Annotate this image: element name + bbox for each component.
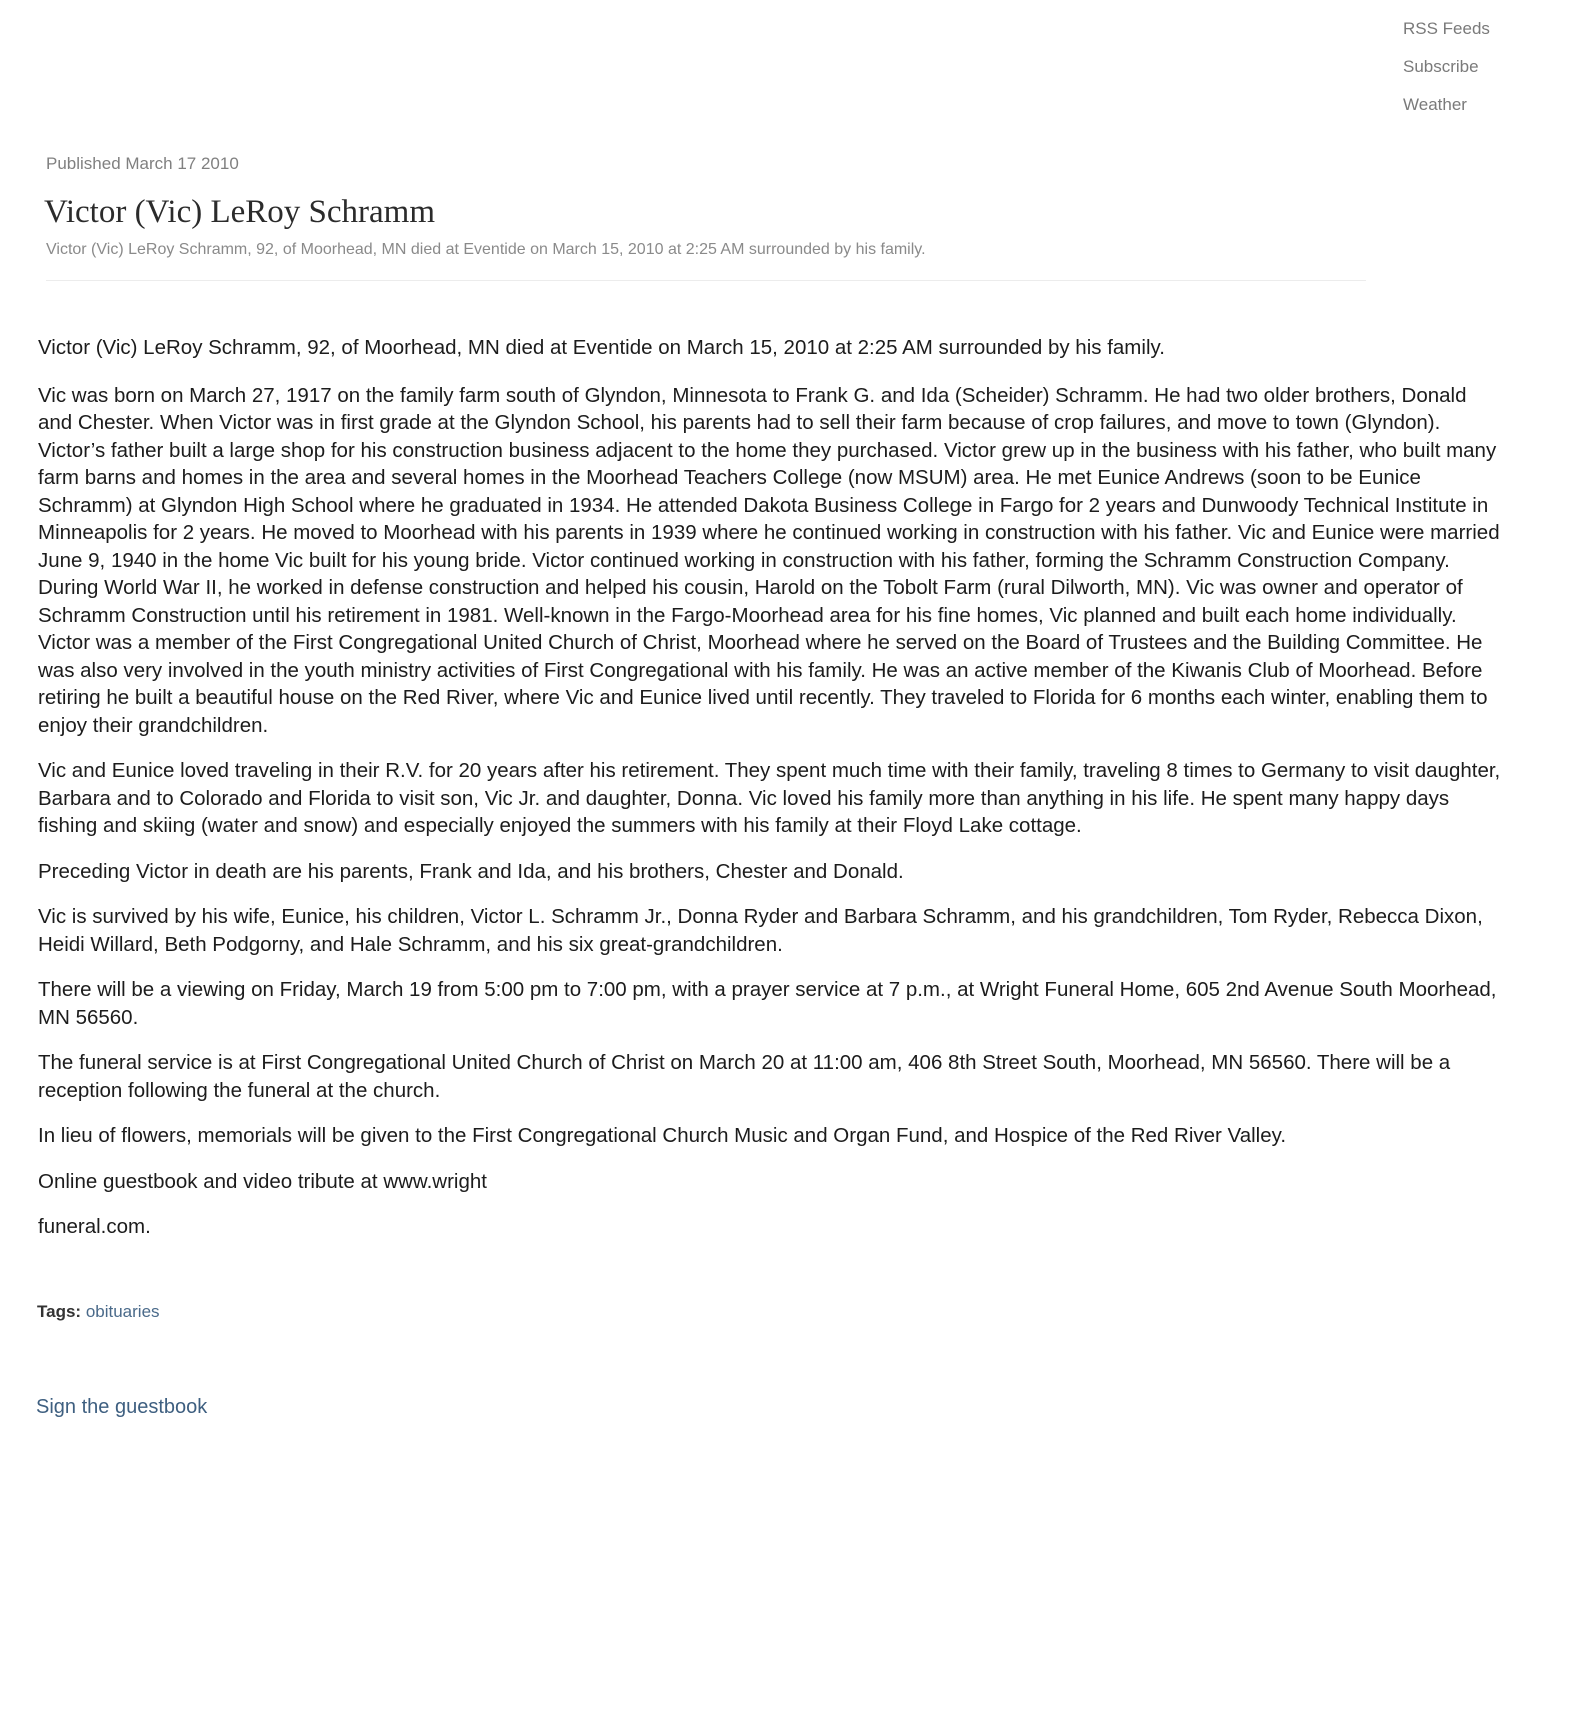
article-summary: Victor (Vic) LeRoy Schramm, 92, of Moorhead, MN died at Eventide on March 15, 2010 at 2:25 AM surrounded by his family. (46, 241, 926, 258)
paragraph: In lieu of flowers, memorials will be given to the First Congregational Church Music and Organ Fund, and Hospice of the Red River Valley. (38, 1124, 1287, 1147)
article-body (38, 334, 1506, 1259)
published-date: Published March 17 2010 (46, 154, 239, 173)
paragraph: funeral.com. (38, 1215, 151, 1238)
tags (37, 1302, 160, 1322)
paragraph: Vic is survived by his wife, Eunice, his children, Victor L. Schramm Jr., Donna Ryder and Barbara Schramm, and his grandchildren, Tom Ryder, Rebecca Dixon, Heidi Willard, Beth Podgorny, and Hale Schramm, and his six great-grandchildren. (38, 905, 1483, 956)
tag-link[interactable]: obituaries (85, 1302, 160, 1321)
paragraph: Online guestbook and video tribute at www.wright (38, 1169, 487, 1193)
paragraph: Vic was born on March 27, 1917 on the family farm south of Glyndon, Minnesota to Frank G. and Ida (Scheider) Schramm. He had two older brothers, Donald and Chester. When Victor was in first grade at the Glyndon School, his parents had to sell their farm because of crop failures, and move to town (Glyndon). Victor’s father built a large shop for his construction business adjacent to the home they purchased. Victor grew up in the business with his father, who built many farm barns and homes in the area and several homes in the Moorhead Teachers College (now MSUM) area. He met Eunice Andrews (soon to be Eunice Schramm) at Glyndon High School where he graduated in 1934. He attended Dakota Business College in Fargo for 2 years and Dunwoody Technical Institute in Minneapolis for 2 years. He moved to Moorhead with his parents in 1939 where he continued working in construction with his father. Vic and Eunice were married June 9, 1940 in the home Vic built for his young bride. Victor continued working in construction with his father, forming the Schramm Construction Company. During World War II, he worked in defense construction and helped his cousin, Harold on the Tobolt Farm (rural Dilworth, MN). Vic was owner and operator of Schramm Construction until his retirement in 1981. Well-known in the Fargo-Moorhead area for his fine homes, Vic planned and built each home individually. Victor was a member of the First Congregational United Church of Christ, Moorhead where he served on the Board of Trustees and the Building Committee. He was also very involved in the youth ministry activities of First Congregational with his family. He was an active member of the Kiwanis Club of Moorhead. Before retiring he built a beautiful house on the Red River, where Vic and Eunice lived until recently. They traveled to Florida for 6 months each winter, enabling them to enjoy their grandchildren. (38, 383, 1500, 737)
paragraph: There will be a viewing on Friday, March 19 from 5:00 pm to 7:00 pm, with a prayer service at 7 p.m., at Wright Funeral Home, 605 2nd Avenue South Moorhead, MN 56560. (38, 978, 1497, 1029)
weather-link[interactable]: Weather (1403, 95, 1467, 114)
top-nav (1403, 10, 1490, 124)
paragraph: Preceding Victor in death are his parents, Frank and Ida, and his brothers, Chester and Donald. (38, 859, 904, 883)
article-title: Victor (Vic) LeRoy Schramm (44, 194, 436, 230)
paragraph: The funeral service is at First Congregational United Church of Christ on March 20 at 11:00 am, 406 8th Street South, Moorhead, MN 56560. There will be a reception following the funeral at the church. (38, 1051, 1451, 1102)
divider (46, 280, 1366, 281)
rss-feeds-link[interactable]: RSS Feeds (1403, 19, 1490, 38)
tags-label: Tags: (37, 1302, 82, 1321)
paragraph: Victor (Vic) LeRoy Schramm, 92, of Moorhead, MN died at Eventide on March 15, 2010 at 2:25 AM surrounded by his family. (38, 336, 1165, 359)
paragraph: Vic and Eunice loved traveling in their R.V. for 20 years after his retirement. They spent much time with their family, traveling 8 times to Germany to visit daughter, Barbara and to Colorado and Florida to visit son, Vic Jr. and daughter, Donna. Vic loved his family more than anything in his life. He spent many happy days fishing and skiing (water and snow) and especially enjoyed the summers with his family at their Floyd Lake cottage. (38, 759, 1501, 837)
sign-guestbook-link[interactable]: Sign the guestbook (36, 1396, 208, 1418)
subscribe-link[interactable]: Subscribe (1403, 57, 1479, 76)
